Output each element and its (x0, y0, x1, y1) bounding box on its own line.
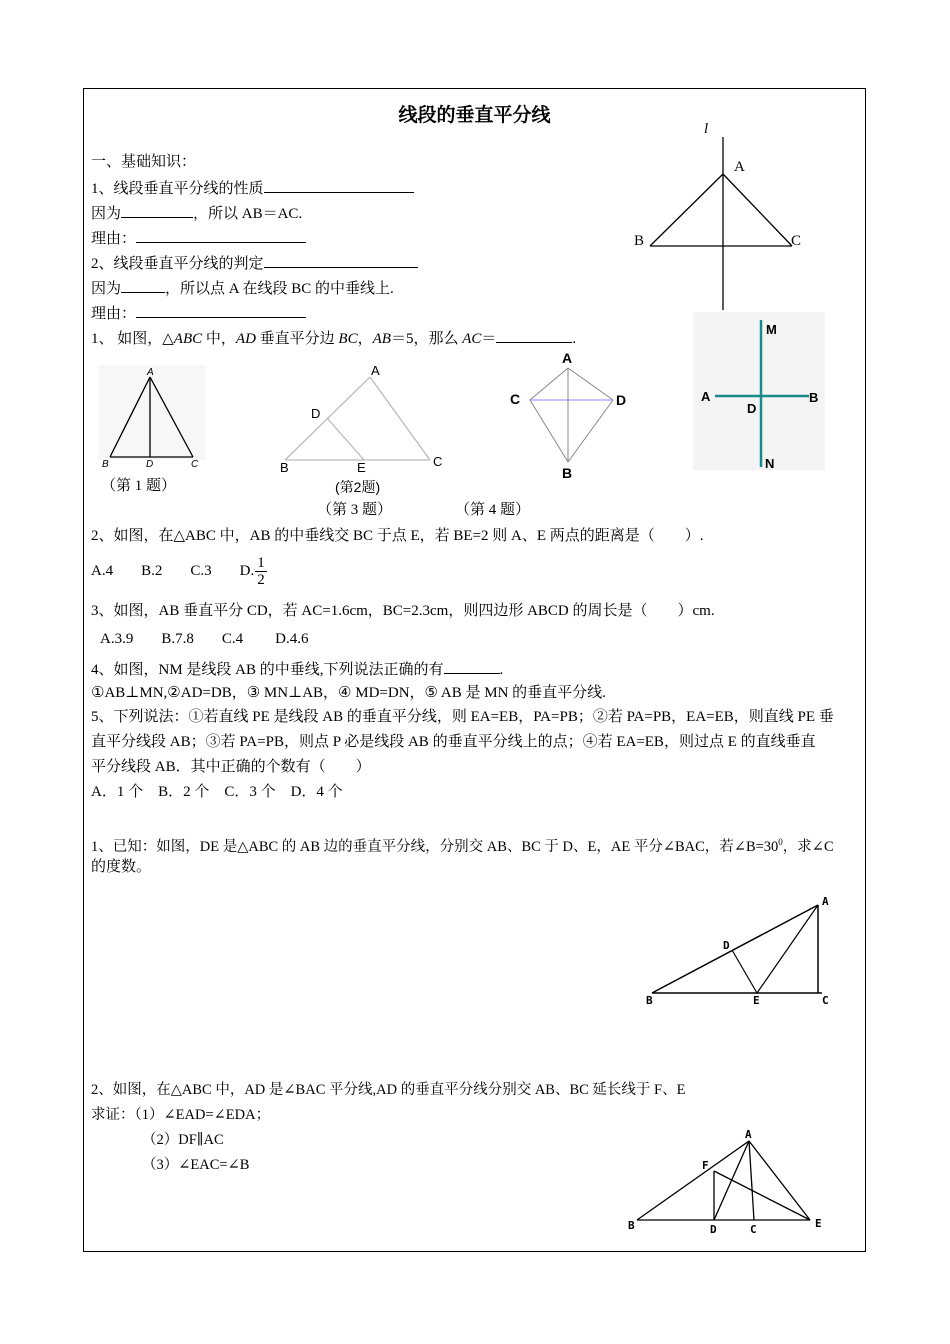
problem-2-line-1: 2、如图，在△ABC 中，AD 是∠BAC 平分线,AD 的垂直平分线分别交 AB、BC 延长线于 F、E (91, 1082, 686, 1098)
reason-line-1: 理由： (91, 227, 306, 249)
fig4-n-label: N (765, 456, 775, 471)
because-line-2: 因为 ，所以点 A 在线段 BC 的中垂线上. (91, 277, 394, 299)
fig2-e-label: E (357, 460, 366, 475)
fig2-c-label: C (433, 454, 443, 469)
question-4-items: ①AB⊥MN,②AD=DB，③ MN⊥AB，④ MD=DN，⑤ AB 是 MN 的垂直平分线. (91, 685, 606, 701)
fig5-a-label: A (822, 895, 829, 908)
reason-line-2: 理由： (91, 302, 306, 324)
fig1-c-label: C (191, 459, 199, 470)
fig3-caption: （第 3 题） (317, 502, 393, 518)
fig6-b-label: B (628, 1219, 635, 1232)
fig2-b-label: B (280, 460, 289, 475)
fig4-d-label: D (747, 401, 757, 416)
problem-2-line-2: 求证：（1）∠EAD=∠EDA； (91, 1107, 271, 1123)
fig6-c-label: C (750, 1223, 757, 1236)
fig3-a-label: A (562, 350, 573, 366)
question-5-line-2: 直平分线段 AB；③若 PA=PB，则点 P 必是线段 AB 的垂直平分线上的点；④若 EA=EB，则过点 E 的直线垂直 (91, 734, 816, 750)
question-3: 3、如图，AB 垂直平分 CD，若 AC=1.6cm，BC=2.3cm，则四边形 ABCD 的周长是（ ）cm. (91, 603, 715, 619)
fig4-caption: （第 4 题） (455, 502, 531, 518)
fig2-d-label: D (311, 406, 321, 421)
fig5-d-label: D (723, 939, 730, 952)
perpendicular-bisector-figure (620, 115, 820, 315)
figure-4 (693, 312, 828, 472)
question-2: 2、如图，在△ABC 中，AB 的中垂线交 BC 于点 E，若 BE=2 则 A、E 两点的距离是（ ）. (91, 528, 704, 544)
point-c-label: C (791, 233, 802, 249)
problem-2-line-3: （2）DF∥AC (142, 1132, 224, 1148)
question-4: 4、如图，NM 是线段 AB 的中垂线,下列说法正确的有 . (91, 658, 503, 680)
point-b-label: B (634, 233, 645, 249)
fig4-m-label: M (766, 322, 777, 337)
property-line: 1、线段垂直平分线的性质 (91, 177, 414, 199)
fig5-b-label: B (646, 994, 653, 1007)
figure-5 (640, 890, 840, 1010)
fig4-b-label: B (809, 390, 819, 405)
judgement-line: 2、线段垂直平分线的判定 (91, 252, 418, 274)
question-5-options: A．1 个 B．2 个 C．3 个 D．4 个 (91, 784, 343, 800)
fig1-a-label: A (147, 367, 154, 378)
point-a-label: A (734, 159, 745, 175)
fig3-b-label: B (562, 465, 573, 481)
fig6-a-label: A (745, 1128, 752, 1141)
line-l-label: l (704, 121, 709, 137)
fig4-a-label: A (701, 389, 711, 404)
section-heading: 一、基础知识： (91, 154, 197, 170)
question-3-options: A.3.9 B.7.8 C.4 D.4.6 (100, 631, 309, 647)
figure-3 (505, 348, 635, 483)
fig2-caption: (第2题) (335, 479, 381, 495)
because-line-1: 因为 ，所以 AB＝AC. (91, 202, 302, 224)
fig6-f-label: F (702, 1159, 709, 1172)
fig3-d-label: D (616, 392, 627, 408)
fig6-e-label: E (815, 1217, 822, 1230)
fig6-d-label: D (710, 1223, 717, 1236)
fig1-caption: （第 1 题） (101, 478, 177, 494)
question-5-line-1: 5、下列说法：①若直线 PE 是线段 AB 的垂直平分线，则 EA=EB，PA=PB；②若 PA=PB，EA=EB，则直线 PE 垂 (91, 709, 834, 725)
one-half-fraction: $\frac{1}{2}$ (257, 555, 265, 589)
fig2-a-label: A (371, 363, 380, 378)
fig5-c-label: C (822, 994, 829, 1007)
fig3-c-label: C (510, 391, 521, 407)
problem-2-line-4: （3）∠EAC=∠B (142, 1157, 250, 1173)
fig1-b-label: B (102, 459, 109, 470)
page-title: 线段的垂直平分线 (398, 104, 551, 126)
question-1: 1、 如图，△ABC 中，AD 垂直平分边 BC，AB＝5，那么 AC＝ . (91, 327, 576, 349)
problem-1-line-2: 的度数。 (91, 859, 152, 875)
figure-6 (625, 1125, 835, 1240)
fig1-d-label: D (146, 459, 154, 470)
fig5-e-label: E (753, 994, 760, 1007)
question-2-options: A.4 B.2 C.3 D. $\frac{1}{2}$ (91, 555, 265, 589)
problem-1-line-1: 1、已知：如图，DE 是△ABC 的 AB 边的垂直平分线，分别交 AB、BC 于 D、E，AE 平分∠BAC，若$\angle B=30^0$，求∠C (91, 837, 834, 855)
question-5-line-3: 平分线段 AB．其中正确的个数有（ ） (91, 759, 371, 775)
